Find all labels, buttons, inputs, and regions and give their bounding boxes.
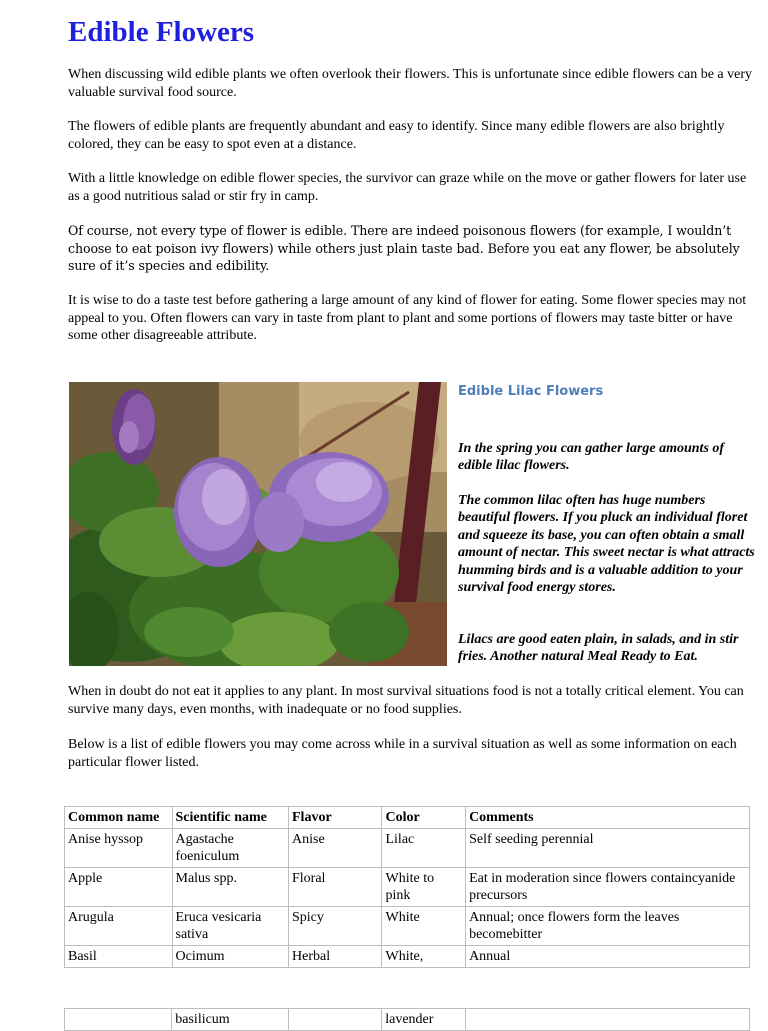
cell-color: White, [382, 946, 466, 968]
cell-comments [466, 1009, 750, 1031]
cell-flavor: Herbal [289, 946, 382, 968]
paragraph-taste-test: It is wise to do a taste test before gathering a large amount of any kind of flower for eating. Some flower species may not appeal to you. Often flowers can vary in taste from plant to plant and some portions of flowers may taste bitter or have some other disagreeable attribute. [68, 293, 747, 343]
paragraph-knowledge: With a little knowledge on edible flower species, the survivor can graze while on the move or gather flowers for later use as a good nutritious salad or stir fry in camp. [68, 171, 747, 204]
cell-comments: Annual [466, 946, 750, 968]
cell-scientific-name: basilicum [172, 1009, 289, 1031]
table-row [65, 868, 750, 907]
lilac-photo [69, 382, 447, 666]
cell-color: White to pink [382, 868, 466, 907]
header-flavor: Flavor [289, 807, 382, 829]
cell-comments: Eat in moderation since flowers containcyanide precursors [466, 868, 750, 907]
paragraph-poisonous: Of course, not every type of flower is edible. There are indeed poisonous flowers (for example, I wouldn’t choose to eat poison ivy flowers) while others just plain taste bad. Before you eat any flower, be absolutely sure of it’s species and edibility. [68, 223, 740, 273]
paragraph-abundance: The flowers of edible plants are frequently abundant and easy to identify. Since many edible flowers are also brightly colored, they can be easy to spot even at a distance. [68, 119, 725, 152]
cell-scientific-name: Ocimum [172, 946, 289, 968]
cell-color: Lilac [382, 829, 466, 868]
cell-comments: Self seeding perennial [466, 829, 750, 868]
sidebar-paragraph-nectar: The common lilac often has huge numbers beautiful flowers. If you pluck an individual floret and squeeze its base, you can often obtain a small amount of nectar. This sweet nectar is what attracts humming birds and is a valuable addition to your survival food energy stores. [458, 493, 755, 596]
cell-scientific-name: Eruca vesicaria sativa [172, 907, 289, 946]
sidebar-paragraph-uses: Lilacs are good eaten plain, in salads, and in stir fries. Another natural Meal Ready to Eat. [458, 632, 739, 665]
paragraph-list-intro: Below is a list of edible flowers you may come across while in a survival situation as well as some information on each particular flower listed. [68, 737, 737, 770]
header-comments: Comments [466, 807, 750, 829]
cell-flavor: Spicy [289, 907, 382, 946]
cell-flavor: Floral [289, 868, 382, 907]
header-common-name: Common name [65, 807, 173, 829]
cell-scientific-name: Agastache foeniculum [172, 829, 289, 868]
sidebar-title: Edible Lilac Flowers [458, 384, 604, 399]
table-row [65, 829, 750, 868]
cell-common-name [65, 1009, 172, 1031]
edible-flowers-table-continued [64, 1008, 750, 1031]
cell-scientific-name: Malus spp. [172, 868, 289, 907]
header-color: Color [382, 807, 466, 829]
sidebar-paragraph-spring: In the spring you can gather large amounts of edible lilac flowers. [458, 441, 725, 474]
cell-color: White [382, 907, 466, 946]
table-row [65, 946, 750, 968]
cell-color: lavender [382, 1009, 466, 1031]
cell-flavor [288, 1009, 381, 1031]
paragraph-when-in-doubt: When in doubt do not eat it applies to any plant. In most survival situations food is not a totally critical element. You can survive many days, even months, with inadequate or no food supplies. [68, 684, 744, 717]
cell-common-name: Basil [65, 946, 173, 968]
page-title: Edible Flowers [68, 16, 255, 48]
cell-common-name: Apple [65, 868, 173, 907]
edible-flowers-table [64, 806, 750, 968]
cell-common-name: Arugula [65, 907, 173, 946]
cell-common-name: Anise hyssop [65, 829, 173, 868]
table-row [65, 1009, 750, 1031]
table-header-row [65, 807, 750, 829]
cell-comments: Annual; once flowers form the leaves becomebitter [466, 907, 750, 946]
table-row [65, 907, 750, 946]
paragraph-intro: When discussing wild edible plants we often overlook their flowers. This is unfortunate since edible flowers can be a very valuable survival food source. [68, 67, 752, 100]
header-scientific-name: Scientific name [172, 807, 289, 829]
cell-flavor: Anise [289, 829, 382, 868]
